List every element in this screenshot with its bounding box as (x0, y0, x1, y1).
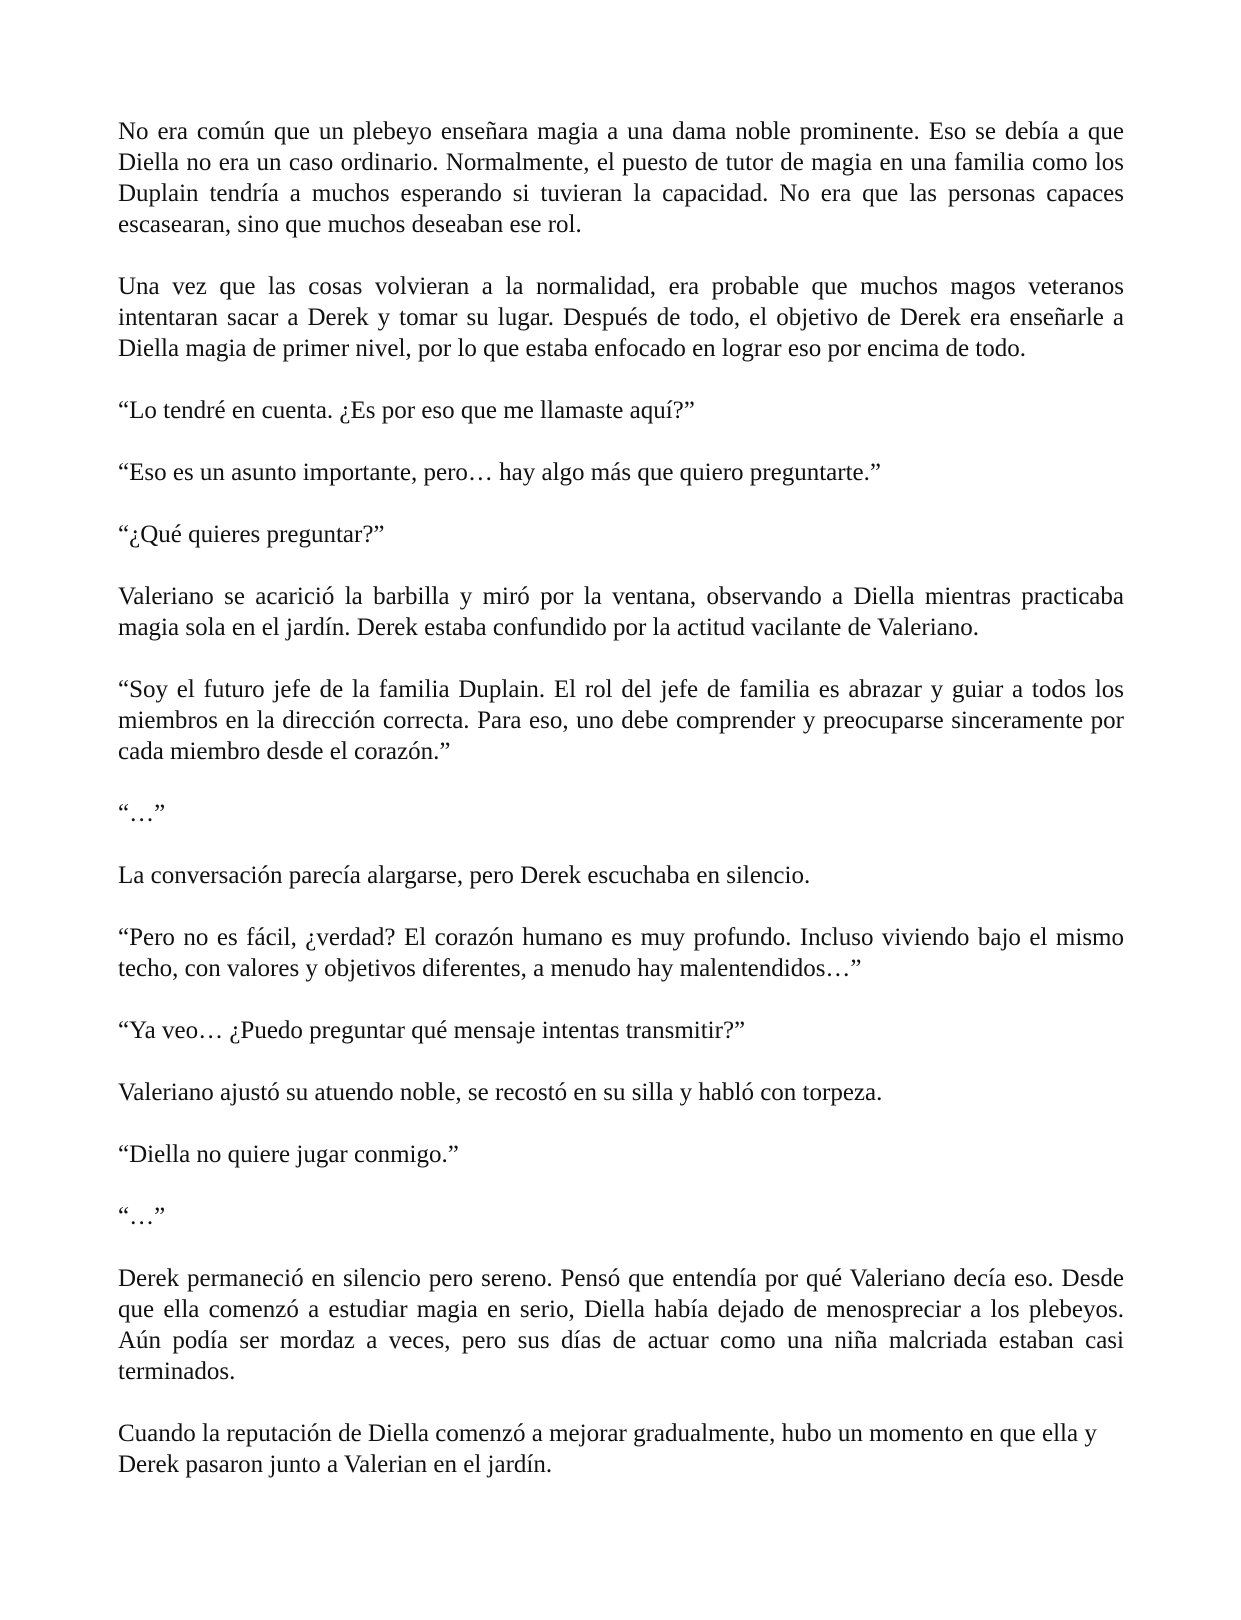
paragraph: Derek permaneció en silencio pero sereno. Pensó que entendía por qué Valeriano decía eso. Desde que ella comenzó a estudiar magia en serio, Diella había dejado de menospreciar a los plebeyos. Aún podía ser mordaz a veces, pero sus días de actuar como una niña malcriada estaban casi terminados. (118, 1265, 1124, 1385)
dialogue-line: “Diella no quiere jugar conmigo.” (118, 1141, 459, 1168)
dialogue-line: “¿Qué quieres preguntar?” (118, 521, 385, 548)
paragraph: Una vez que las cosas volvieran a la normalidad, era probable que muchos magos veteranos intentaran sacar a Derek y tomar su lugar. Después de todo, el objetivo de Derek era enseñarle a Diella magia de primer nivel, por lo que estaba enfocado en lograr eso por encima de todo. (118, 273, 1124, 362)
dialogue-line: “Lo tendré en cuenta. ¿Es por eso que me llamaste aquí?” (118, 397, 695, 424)
paragraph: La conversación parecía alargarse, pero Derek escuchaba en silencio. (118, 862, 811, 889)
paragraph: No era común que un plebeyo enseñara magia a una dama noble prominente. Eso se debía a que Diella no era un caso ordinario. Normalmente, el puesto de tutor de magia en una familia como los Duplain tendría a muchos esperando si tuvieran la capacidad. No era que las personas capaces escasearan, sino que muchos deseaban ese rol. (118, 118, 1124, 238)
dialogue-line: “Ya veo… ¿Puedo preguntar qué mensaje intentas transmitir?” (118, 1017, 746, 1044)
paragraph: Valeriano ajustó su atuendo noble, se recostó en su silla y habló con torpeza. (118, 1079, 883, 1106)
paragraph: Valeriano se acarició la barbilla y miró por la ventana, observando a Diella mientras practicaba magia sola en el jardín. Derek estaba confundido por la actitud vacilante de Valeriano. (118, 583, 1124, 641)
paragraph: Cuando la reputación de Diella comenzó a mejorar gradualmente, hubo un momento en que ella y Derek pasaron junto a Valerian en el jardín. (118, 1420, 1097, 1478)
dialogue-line: “Soy el futuro jefe de la familia Duplain. El rol del jefe de familia es abrazar y guiar a todos los miembros en la dirección correcta. Para eso, uno debe comprender y preocuparse sinceramente por cada miembro desde el corazón.” (118, 676, 1124, 765)
dialogue-line: “…” (118, 1203, 166, 1230)
dialogue-line: “Pero no es fácil, ¿verdad? El corazón humano es muy profundo. Incluso viviendo bajo el mismo techo, con valores y objetivos diferentes, a menudo hay malentendidos…” (118, 924, 1124, 982)
text-body (118, 116, 1124, 1511)
dialogue-line: “…” (118, 800, 166, 827)
dialogue-line: “Eso es un asunto importante, pero… hay algo más que quiero preguntarte.” (118, 459, 881, 486)
